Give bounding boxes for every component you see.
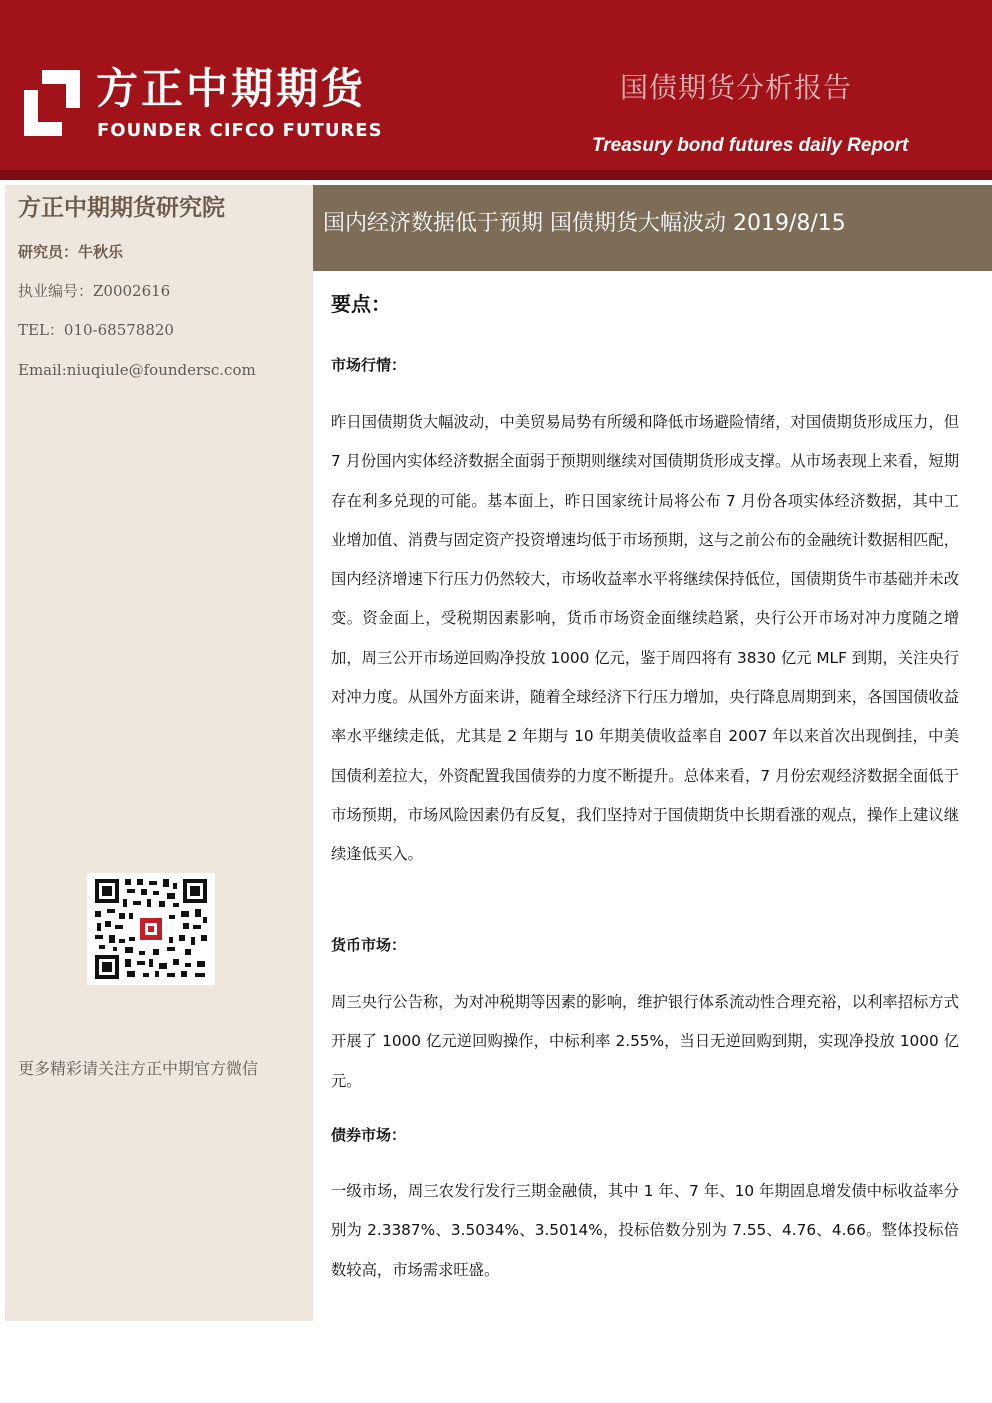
report-type-cn: 国债期货分析报告 xyxy=(620,71,853,104)
founder-logo-icon xyxy=(22,68,82,138)
report-header xyxy=(0,0,992,180)
header-shade xyxy=(0,170,992,180)
key-points-heading: 要点： xyxy=(331,292,391,316)
sidebar xyxy=(5,185,313,1321)
section-body-bond-market: 一级市场，周三农发行发行三期金融债，其中 1 年、7 年、10 年期固息增发债中标收益率分别为 2.3387%、3.5034%、3.5014%，投标倍数分别为 7.55、4.76、4.66。整体投标倍数较高，市场需求旺盛。 xyxy=(331,1182,959,1279)
report-title: 国内经济数据低于预期 国债期货大幅波动 2019/8/15 xyxy=(323,211,846,236)
brand-name-en: FOUNDER CIFCO FUTURES xyxy=(97,120,383,141)
section-body-market: 昨日国债期货大幅波动，中美贸易局势有所缓和降低市场避险情绪，对国债期货形成压力，但 7 月份国内实体经济数据全面弱于预期则继续对国债期货形成支撑。从市场表现上来看，短期存在利多兑现的可能。基本面上，昨日国家统计局将公布 7 月份各项实体经济数据，其中工业增加值、消费与固定资产投资增速均低于市场预期，这与之前公布的金融统计数据相匹配，国内经济增速下行压力仍然较大，市场收益率水平将继续保持低位，国债期货牛市基础并未改变。资金面上，受税期因素影响，货币市场资金面继续趋紧，央行公开市场对冲力度随之增加，周三公开市场逆回购净投放 1000 亿元，鉴于周四将有 3830 亿元 MLF 到期，关注央行对冲力度。从国外方面来讲，随着全球经济下行压力增加，央行降息周期到来，各国国债收益率水平继续走低，尤其是 2 年期与 10 年期美债收益率自 2007 年以来首次出现倒挂，中美国债利差拉大，外资配置我国债券的力度不断提升。总体来看，7 月份宏观经济数据全面低于市场预期，市场风险因素仍有反复，我们坚持对于国债期货中长期看涨的观点，操作上建议继续逢低买入。 xyxy=(331,413,959,864)
section-heading-money-market: 货币市场： xyxy=(331,936,407,954)
title-bar xyxy=(313,185,992,271)
researcher-name: 研究员：牛秋乐 xyxy=(18,243,124,261)
report-type-en: Treasury bond futures daily Report xyxy=(592,135,909,156)
section-heading-market: 市场行情： xyxy=(331,356,407,374)
institute-name: 方正中期期货研究院 xyxy=(18,195,225,221)
qr-code-icon xyxy=(87,873,215,985)
telephone: TEL：010-68578820 xyxy=(18,321,174,339)
section-heading-bond-market: 债券市场： xyxy=(331,1126,407,1144)
follow-wechat-text: 更多精彩请关注方正中期官方微信 xyxy=(18,1059,259,1078)
brand-name-cn: 方正中期期货 xyxy=(96,64,367,113)
section-body-money-market: 周三央行公告称，为对冲税期等因素的影响，维护银行体系流动性合理充裕，以利率招标方式开展了 1000 亿元逆回购操作，中标利率 2.55%，当日无逆回购到期，实现净投放 1000 亿元。 xyxy=(331,993,959,1090)
license-number: 执业编号：Z0002616 xyxy=(18,282,171,300)
email-address: Email:niuqiule@foundersc.com xyxy=(18,361,256,379)
